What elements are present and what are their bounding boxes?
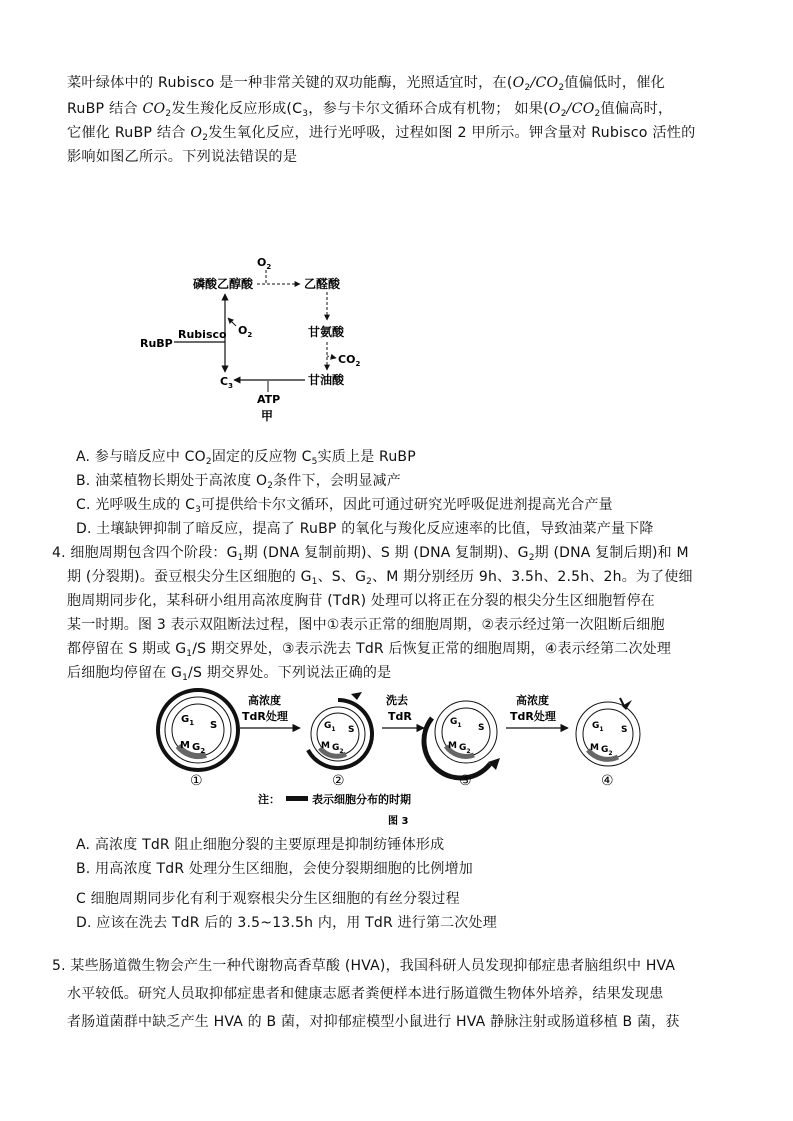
q4-stem-line-2: 期 (分裂期)。蚕豆根尖分生区细胞的 $G_1$、S、$G_2$、M 期分别经历 9h、3.5h、2.5h、2h。为了使细 [67, 569, 693, 587]
svg-text:G2: $G_2$ [601, 745, 613, 757]
q5-stem-line-1: 5. 某些肠道微生物会产生一种代谢物高香草酸 (HVA)，我国科研人员发现抑郁症患者脑组织中 HVA [52, 958, 676, 974]
q4-stem-line-5: 都停留在 S 期或 $G_1/S$ 期交界处，③表示洗去 TdR 后恢复正常的细胞周期，④表示经第二次处理 [67, 641, 672, 659]
arrow1-label-top: 高浓度 [248, 694, 281, 707]
q4-stem-line-3: 胞周期同步化，某科研小组用高浓度胸苷 (TdR) 处理可以将正在分裂的根尖分生区细胞暂停在 [67, 593, 655, 609]
q4-option-c: C 细胞周期同步化有利于观察根尖分生区细胞的有丝分裂过程 [76, 891, 460, 907]
co2-label: $CO_2$ [338, 353, 361, 368]
legend-note-text: 表示细胞分布的时期 [312, 793, 411, 806]
svg-text:G1: $G_1$ [450, 717, 462, 729]
glyoxylate-label: 乙醛酸 [304, 277, 341, 291]
o2-top-label: $O_2$ [257, 256, 272, 271]
svg-text:G2: $G_2$ [459, 743, 471, 755]
arrow2-label-top: 洗去 [386, 694, 408, 707]
glycine-label: 甘氨酸 [308, 325, 345, 339]
svg-text:S: S [621, 725, 628, 735]
q4-stem-line-6: 后细胞均停留在 $G_1/S$ 期交界处。下列说法正确的是 [67, 665, 392, 683]
q3-option-d: D. 土壤缺钾抑制了暗反应，提高了 RuBP 的氧化与羧化反应速率的比值，导致油菜产量下降 [76, 521, 654, 537]
svg-text:M: M [180, 740, 190, 751]
o2-mid-inlet [228, 318, 236, 326]
arrow3-label-top: 高浓度 [516, 694, 549, 707]
rubisco-label: Rubisco [178, 328, 227, 341]
arrow1-label-bottom: TdR处理 [242, 710, 288, 723]
figure-number-2: ② [332, 773, 345, 789]
svg-text:G1: $G_1$ [181, 714, 195, 727]
co2-outlet [327, 356, 336, 358]
q3-stem-line-1: 菜叶绿体中的 Rubisco 是一种非常关键的双功能酶，光照适宜时，在($O_2/CO_2$值偏低时，催化 [67, 75, 665, 93]
svg-text:S: S [478, 723, 485, 733]
atp-label: ATP [257, 393, 281, 406]
rubp-label: RuBP [140, 337, 173, 350]
svg-text:M: M [321, 741, 330, 751]
q4-option-b: B. 用高浓度 TdR 处理分生区细胞，会使分裂期细胞的比例增加 [76, 861, 473, 877]
svg-text:G1: $G_1$ [324, 721, 336, 733]
o2-mid-label: $O_2$ [238, 324, 253, 339]
svg-text:G1: $G_1$ [592, 721, 604, 733]
cell-cycle-figure [148, 688, 748, 828]
legend-note-label: 注： [258, 793, 280, 806]
q3-option-c: C. 光呼吸生成的 $C_3$可提供给卡尔文循环，因此可通过研究光呼吸促进剂提高光合产量 [76, 497, 613, 515]
figure-number-3: ③ [459, 773, 472, 789]
glycerate-label: 甘油酸 [308, 373, 345, 387]
cycle-diagram-2 [308, 692, 372, 768]
q4-option-a: A. 高浓度 TdR 阻止细胞分裂的主要原理是抑制纺锤体形成 [76, 837, 445, 853]
svg-text:S: S [210, 720, 218, 731]
q4-stem-line-4: 某一时期。图 3 表示双阻断法过程，图中①表示正常的细胞周期，②表示经过第一次阻断后细胞 [67, 617, 665, 633]
q3-option-b: B. 油菜植物长期处于高浓度 $O_2$条件下，会明显减产 [76, 473, 401, 491]
legend-swatch [286, 796, 308, 801]
svg-text:M: M [590, 743, 599, 753]
q4-stem-line-1: 4. 细胞周期包含四个阶段：$G_1$期 (DNA 复制前期)、S 期 (DNA 复制期)、$G_2$期 (DNA 复制后期)和 M [52, 545, 689, 563]
cycle-diagram-3 [424, 701, 500, 778]
figure-number-1: ① [190, 773, 203, 789]
q5-stem-line-3: 者肠道菌群中缺乏产生 HVA 的 B 菌，对抑郁症模型小鼠进行 HVA 静脉注射或肠道移植 B 菌，获 [67, 1014, 680, 1030]
cycle-diagram-4 [576, 698, 640, 766]
q3-option-a: A. 参与暗反应中 $CO_2$固定的反应物 $C_5$实质上是 RuBP [76, 449, 416, 467]
q5-stem-line-2: 水平较低。研究人员取抑郁症患者和健康志愿者粪便样本进行肠道微生物体外培养，结果发现患 [67, 986, 664, 1002]
phosphoglycolate-label: 磷酸乙醇酸 [193, 277, 254, 291]
cycle-diagram-1 [158, 690, 238, 770]
svg-text:G2: $G_2$ [192, 742, 206, 755]
arrow2-label-bottom: TdR [388, 710, 412, 723]
photorespiration-diagram [130, 250, 380, 430]
svg-text:S: S [348, 725, 355, 735]
q4-option-d: D. 应该在洗去 TdR 后的 3.5~13.5h 内，用 TdR 进行第二次处理 [76, 915, 497, 931]
q3-stem-line-2: RuBP 结合 $CO_2$发生羧化反应形成($C_3$，参与卡尔文循环合成有机物； 如果($O_2/CO_2$值偏高时， [67, 101, 673, 119]
q3-stem-line-3: 它催化 RuBP 结合 $O_2$发生氧化反应，进行光呼吸，过程如图 2 甲所示。钾含量对 Rubisco 活性的 [67, 125, 696, 143]
c3-label: $C_3$ [220, 375, 233, 390]
q3-stem-line-4: 影响如图乙所示。下列说法错误的是 [67, 149, 298, 165]
svg-text:M: M [448, 741, 457, 751]
svg-text:G2: $G_2$ [332, 743, 344, 755]
figure-number-4: ④ [601, 773, 614, 789]
diagram-label-jia: 甲 [261, 409, 274, 423]
arrow3-label-bottom: TdR处理 [510, 710, 556, 723]
figure-caption: 图 3 [388, 816, 409, 827]
